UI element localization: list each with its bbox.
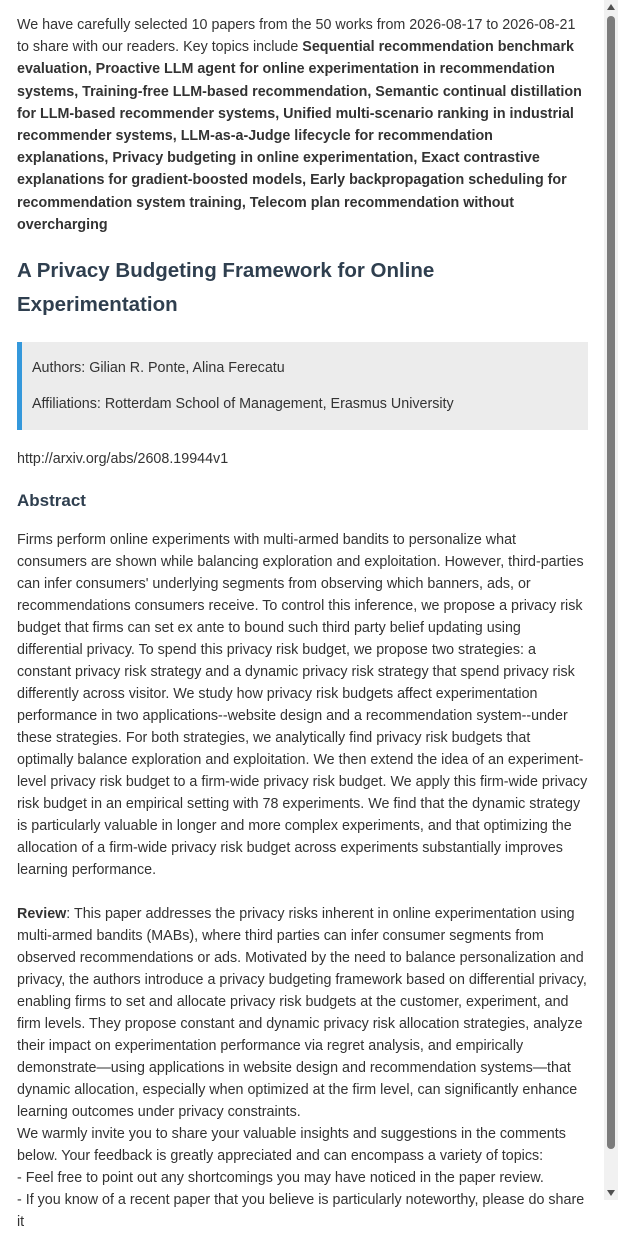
paper-authors: Authors: Gilian R. Ponte, Alina Ferecatu: [32, 360, 285, 377]
paper-meta-box: [17, 342, 588, 430]
paper-affiliations: Affiliations: Rotterdam School of Management, Erasmus University: [32, 396, 454, 413]
invite-text: We warmly invite you to share your valuable insights and suggestions in the comments below. Your feedback is greatly appreciated and can encompass a variety of topics:: [17, 1126, 566, 1165]
abstract-text: Firms perform online experiments with multi-armed bandits to personalize what consumers are shown while balancing exploration and exploitation. However, third-parties can infer consumers' underlying segments from observing which banners, ads, or recommendations consumers receive. To control this inference, we propose a privacy risk budget that firms can set ex ante to bound such third party belief updating using differential privacy. To spend this privacy risk budget, we propose two strategies: a constant privacy risk strategy and a dynamic privacy risk strategy that spend privacy risk differently across visitor. We study how privacy risk budgets affect experimentation performance in two applications--website design and a recommendation system--under these strategies. For both strategies, we analytically find privacy risk budgets that optimally balance exploration and exploitation. We then extend the idea of an experiment-level privacy risk budget to a firm-wide privacy risk budget. We apply this firm-wide privacy risk budget in an empirical setting with 78 experiments. We find that the dynamic strategy is particularly valuable in longer and more complex experiments, and that optimizing the allocation of a firm-wide privacy risk budget across experiments substantially improves learning performance.: [17, 532, 588, 879]
review-text: : This paper addresses the privacy risks inherent in online experimentation using multi-armed bandits (MABs), where third parties can infer consumer segments from observed recommendations or ads. Motivated by the need to balance personalization and privacy, the authors introduce a privacy budgeting framework based on differential privacy, enabling firms to set and allocate privacy risk budgets at the customer, experiment, and firm levels. They propose constant and dynamic privacy risk allocation strategies, analyze their impact on experimentation performance via regret analysis, and empirically demonstrate—using applications in website design and recommendation systems—that dynamic allocation, especially when optimized at the firm level, can significantly enhance learning outcomes under privacy constraints.: [17, 906, 587, 1121]
vertical-scrollbar[interactable]: [604, 0, 618, 1200]
scroll-up-arrow-icon[interactable]: [604, 0, 618, 14]
review-label: Review: [17, 906, 67, 923]
paper-title: A Privacy Budgeting Framework for Online Experimentation: [17, 259, 435, 317]
invite-item-recommend-paper: - If you know of a recent paper that you believe is particularly noteworthy, please do share it: [17, 1192, 585, 1231]
abstract-heading: Abstract: [17, 491, 86, 511]
intro-text: We have carefully selected 10 papers from the 50 works from 2026-08-17 to 2026-08-21 to share with our readers. Key topics include: [17, 17, 576, 56]
invite-section: [17, 1123, 588, 1233]
scrollbar-thumb[interactable]: [607, 16, 615, 1149]
review-paragraph: [17, 903, 588, 1123]
scroll-down-arrow-icon[interactable]: [604, 1186, 618, 1200]
intro-paragraph: [17, 14, 588, 236]
paper-url[interactable]: http://arxiv.org/abs/2608.19944v1: [17, 451, 229, 468]
invite-item-shortcomings: - Feel free to point out any shortcomings you may have noticed in the paper review.: [17, 1170, 544, 1187]
intro-topics: Sequential recommendation benchmark evaluation, Proactive LLM agent for online experimentation in recommendation systems, Training-free LLM-based recommendation, Semantic continual distillation for LLM-based recommender systems, Unified multi-scenario ranking in industrial recommender systems, LLM-as-a-Judge lifecycle for recommendation explanations, Privacy budgeting in online experimentation, Exact contrastive explanations for gradient-boosted models, Early backpropagation scheduling for recommendation system training, Telecom plan recommendation without overcharging: [17, 39, 582, 233]
